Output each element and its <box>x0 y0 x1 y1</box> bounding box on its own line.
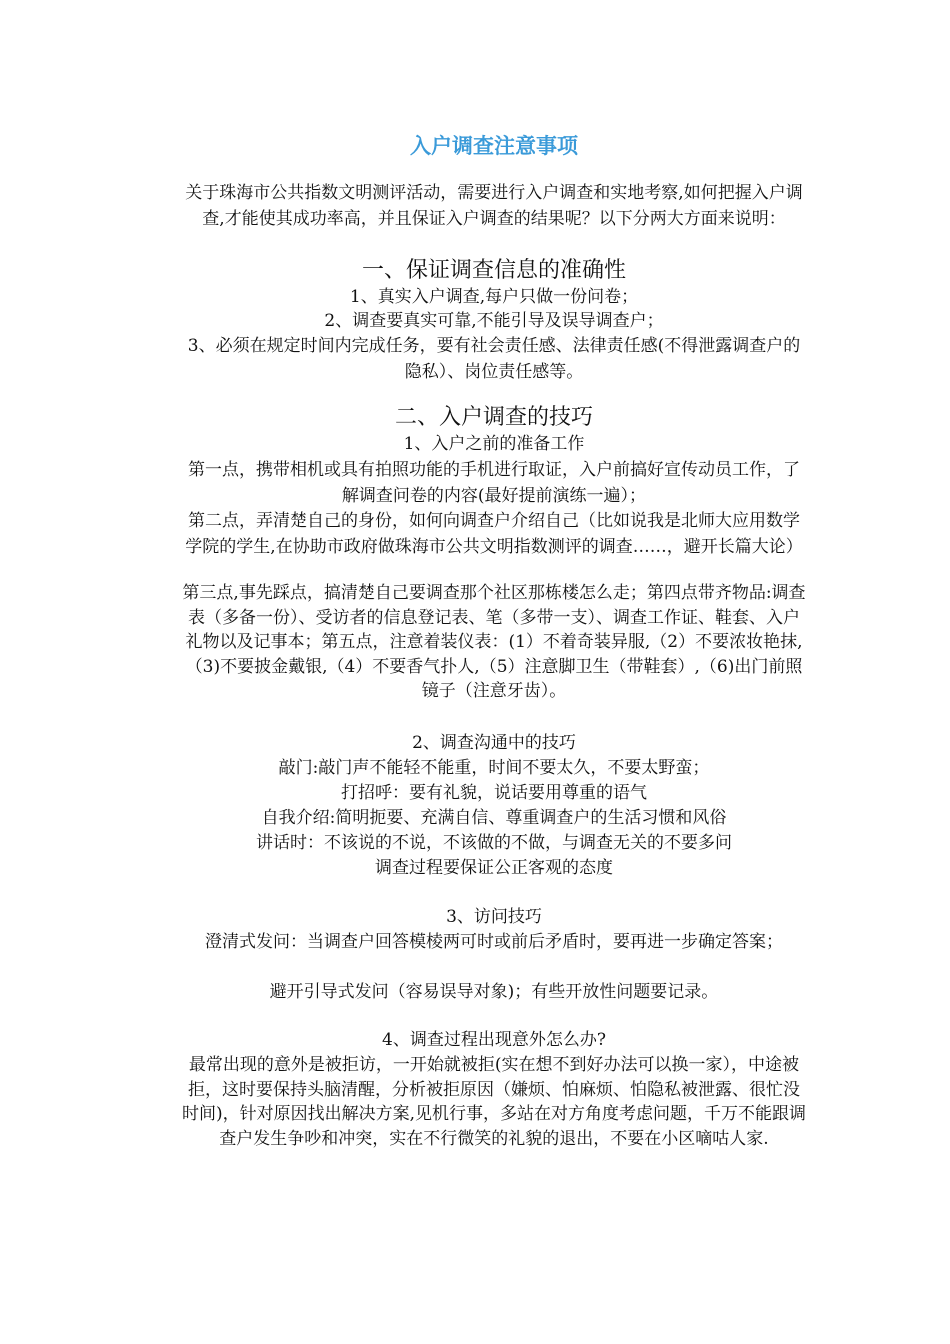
sub3-heading: 3、访问技巧 <box>446 907 542 927</box>
sub1-heading: 1、入户之前的准备工作 <box>403 434 585 454</box>
sub4-paragraph-1: 最常出现的意外是被拒访，一开始就被拒(实在想不到好办法可以换一家），中途被拒，这时要保持头脑清醒，分析被拒原因（嫌烦、怕麻烦、怕隐私被泄露、很忙没时间)，针对原因找出解决方案,见机行事，多站在对方角度考虑问题，千万不能跟调查户发生争吵和冲突，实在不行微笑的礼貌的退出，不要在小区嘀咕人家. <box>181 1055 807 1149</box>
sub3-paragraph-2: 避开引导式发问（容易误导对象)；有些开放性问题要记录。 <box>269 982 719 1002</box>
sub2-line-3: 自我介绍:简明扼要、充满自信、尊重调查户的生活习惯和风俗 <box>261 808 727 828</box>
sub4-heading: 4、调查过程出现意外怎么办? <box>382 1030 606 1050</box>
sub2-heading: 2、调查沟通中的技巧 <box>412 733 576 753</box>
sub2-line-1: 敲门:敲门声不能轻不能重，时间不要太久，不要太野蛮； <box>278 758 710 778</box>
sub2-line-5: 调查过程要保证公正客观的态度 <box>375 858 613 878</box>
sub1-paragraph-3: 第三点,事先踩点，搞清楚自己要调查那个社区那栋楼怎么走；第四点带齐物品:调查表（多备一份）、受访者的信息登记表、笔（多带一支）、调查工作证、鞋套、入户礼物以及记事本；第五点，注意着装仪表：(1）不着奇装异服,（2）不要浓妆艳抹,（3)不要披金戴银,（4）不要香气扑人,（5）注意脚卫生（带鞋套）,（6)出门前照镜子（注意牙齿）。 <box>182 583 806 701</box>
sub2-line-2: 打招呼：要有礼貌，说话要用尊重的语气 <box>341 783 647 803</box>
intro-paragraph: 关于珠海市公共指数文明测评活动，需要进行入户调查和实地考察,如何把握入户调查,才能使其成功率高，并且保证入户调查的结果呢？以下分两大方面来说明： <box>185 183 803 229</box>
section1-item-1: 1、真实入户调查,每户只做一份问卷； <box>349 287 639 307</box>
document-title: 入户调查注意事项 <box>410 133 578 158</box>
sub1-paragraph-1: 第一点，携带相机或具有拍照功能的手机进行取证，入户前搞好宣传动员工作，了解调查问卷的内容(最好提前演练一遍）； <box>188 460 800 506</box>
sub3-paragraph-1: 澄清式发问：当调查户回答模棱两可时或前后矛盾时，要再进一步确定答案； <box>205 932 783 952</box>
sub2-line-4: 讲话时：不该说的不说，不该做的不做，与调查无关的不要多问 <box>256 833 732 853</box>
section1-heading: 一、保证调查信息的准确性 <box>361 258 626 283</box>
section1-item-2: 2、调查要真实可靠,不能引导及误导调查户； <box>324 311 664 331</box>
sub1-paragraph-2: 第二点，弄清楚自己的身份，如何向调查户介绍自己（比如说我是北师大应用数学学院的学生,在协助市政府做珠海市公共文明指数测评的调查……，避开长篇大论） <box>185 511 803 557</box>
section1-item-3: 3、必须在规定时间内完成任务，要有社会责任感、法律责任感(不得泄露调查户的隐私）、岗位责任感等。 <box>187 336 801 382</box>
section2-heading: 二、入户调查的技巧 <box>394 405 593 430</box>
